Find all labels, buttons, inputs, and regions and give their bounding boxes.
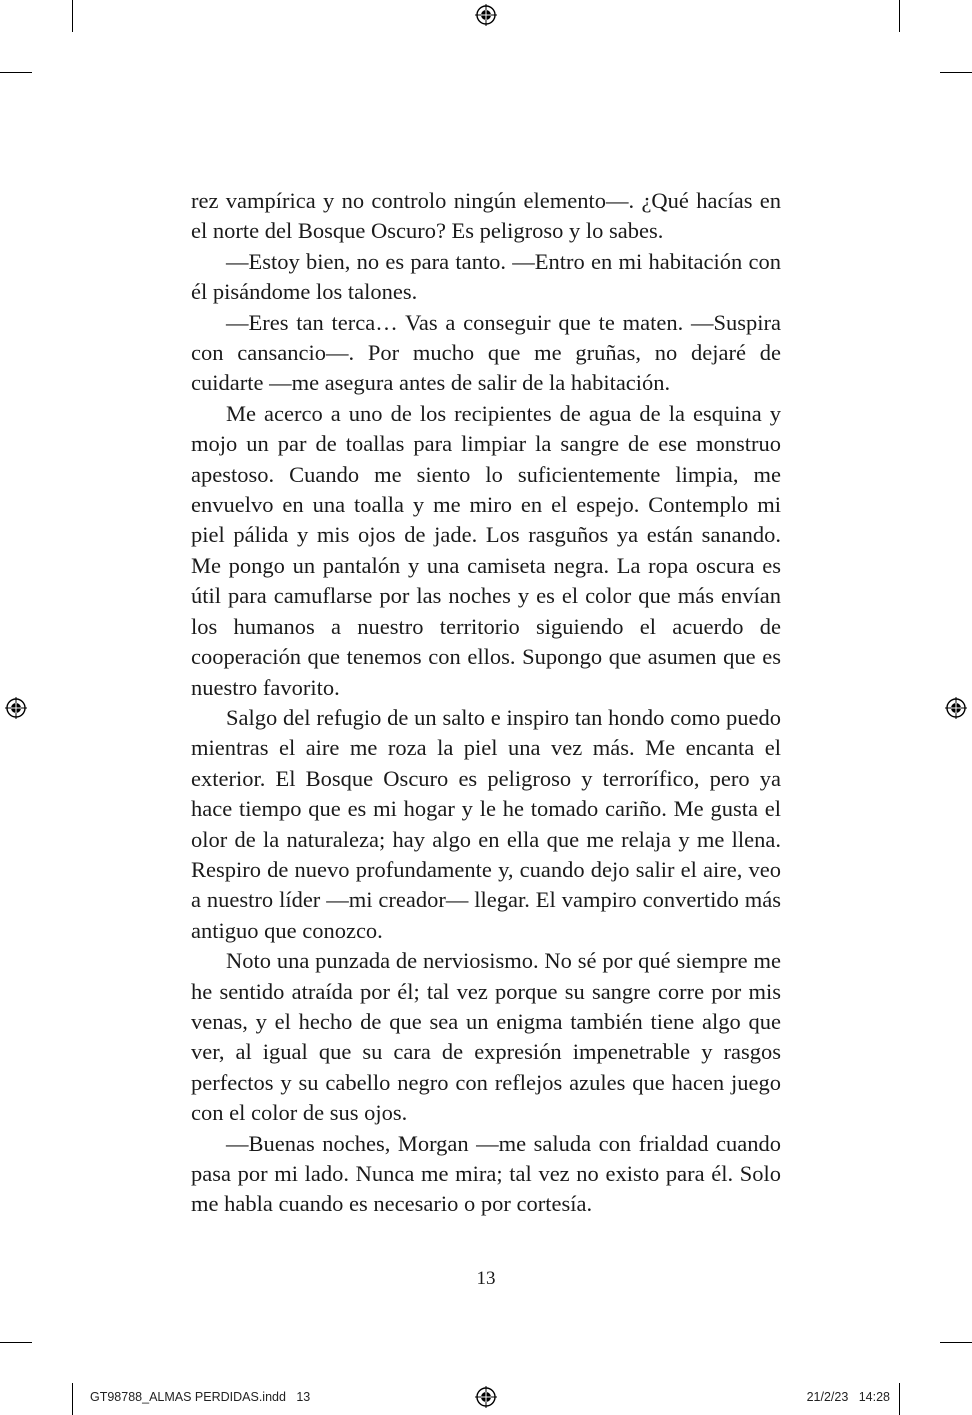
crop-mark-top-right xyxy=(899,0,900,32)
crop-mark-bottom-right xyxy=(899,1383,900,1415)
paragraph: Me acerco a uno de los recipientes de agua de la esquina y mojo un par de toallas para limpiar la sangre de ese monstruo apestoso. Cuando me siento lo suficientemente limpia, me envuelvo en una toalla y me miro en el espejo. Contemplo mi piel pálida y mis ojos de jade. Los rasguños ya están sanando. Me pongo un pantalón y una camiseta negra. La ropa oscura es útil para camuflarse por las noches y es el color que más envían los humanos a nuestro territorio siguiendo el acuerdo de cooperación que tenemos con ellos. Supongo que asumen que es nuestro favorito. xyxy=(191,400,781,700)
crop-mark-right-bottom xyxy=(940,1342,972,1343)
paragraph: Noto una punzada de nerviosismo. No sé por qué siempre me he sentido atraída por él; tal vez porque su sangre corre por mis venas, y el hecho de que sea un enigma también tiene algo que ver, al igual que su cara de expresión impenetrable y rasgos perfectos y su cabello negro con reflejos azules que hacen juego con el color de sus ojos. xyxy=(191,948,781,1126)
registration-mark-left-icon xyxy=(5,697,27,719)
registration-mark-right-icon xyxy=(945,697,967,719)
paragraph: —Eres tan terca… Vas a conseguir que te maten. —Suspira con cansancio—. Por mucho que me gruñas, no dejaré de cuidarte —me asegura antes de salir de la habitación. xyxy=(191,309,781,396)
crop-mark-right-top xyxy=(940,72,972,73)
paragraph: rez vampírica y no controlo ningún elemento—. ¿Qué hacías en el norte del Bosque Oscuro? Es peligroso y lo sabes. xyxy=(191,188,781,244)
crop-mark-left-top xyxy=(0,72,32,73)
registration-mark-top-icon xyxy=(475,4,497,26)
crop-mark-bottom-left xyxy=(72,1383,73,1415)
page-number: 13 xyxy=(476,1268,496,1289)
body-text xyxy=(191,186,781,1220)
crop-mark-left-bottom xyxy=(0,1342,32,1343)
registration-mark-bottom-icon xyxy=(475,1386,497,1408)
slug-timestamp: 21/2/23 14:28 xyxy=(806,1390,890,1404)
paragraph: —Estoy bien, no es para tanto. —Entro en mi habitación con él pisándome los talones. xyxy=(191,248,781,305)
paragraph: Salgo del refugio de un salto e inspiro tan hondo como puedo mientras el aire me roza la piel una vez más. Me encanta el exterior. El Bosque Oscuro es peligroso y terrorífico, pero ya hace tiempo que es mi hogar y le he tomado cariño. Me gusta el olor de la naturaleza; hay algo en ella que me relaja y me llena. Respiro de nuevo profundamente y, cuando dejo salir el aire, veo a nuestro líder —mi creador— llegar. El vampiro convertido más antiguo que conozco. xyxy=(191,704,781,943)
crop-mark-top-left xyxy=(72,0,73,32)
slug-filename: GT98788_ALMAS PERDIDAS.indd 13 xyxy=(90,1390,311,1404)
paragraph: —Buenas noches, Morgan —me saluda con frialdad cuando pasa por mi lado. Nunca me mira; tal vez no existo para él. Solo me habla cuando es necesario o por cortesía. xyxy=(191,1130,781,1217)
